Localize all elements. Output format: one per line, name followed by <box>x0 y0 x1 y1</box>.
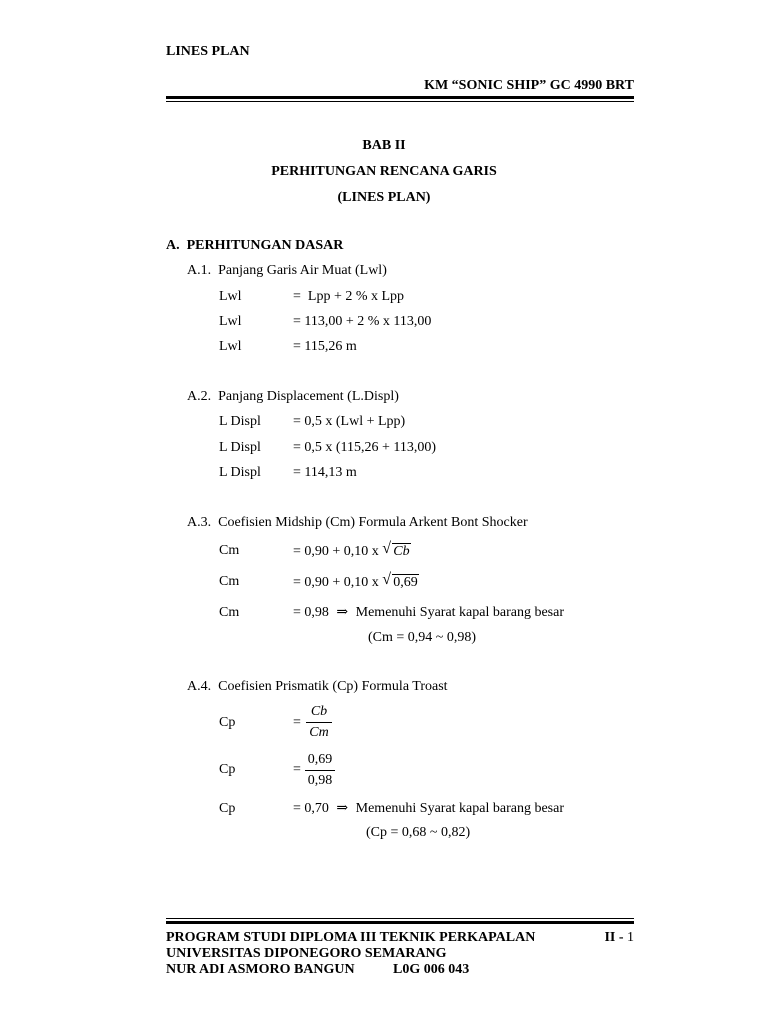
fraction-bar <box>306 722 332 723</box>
footer-nim: L0G 006 043 <box>393 962 470 977</box>
header-right-title: KM “SONIC SHIP” GC 4990 BRT <box>424 78 634 93</box>
a2-title: A.2. Panjang Displacement (L.Displ) <box>187 389 399 404</box>
a4-range: (Cp = 0,68 ~ 0,82) <box>366 825 471 840</box>
a3-row2-prefix: = 0,90 + 0,10 x <box>293 575 379 590</box>
a4-row1-label: Cp <box>219 715 236 730</box>
footer-program: PROGRAM STUDI DIPLOMA III TEKNIK PERKAPALAN <box>166 930 536 945</box>
a4-row3-result <box>293 801 564 817</box>
a4-row1-denominator: Cm <box>309 725 329 740</box>
a4-row2-fraction <box>305 752 335 789</box>
a1-row2-label: Lwl <box>219 314 242 329</box>
chapter-subtitle: (LINES PLAN) <box>337 190 431 205</box>
a3-row2-radicand: 0,69 <box>393 575 418 590</box>
a2-row2-label: L Displ <box>219 440 261 455</box>
a1-title: A.1. Panjang Garis Air Muat (Lwl) <box>187 263 387 278</box>
a4-row1-numerator: Cb <box>310 704 328 719</box>
fraction-bar <box>305 770 335 771</box>
a4-row2-eq: = <box>293 762 301 777</box>
a1-row1-value: = Lpp + 2 % x Lpp <box>293 289 405 304</box>
chapter-title: PERHITUNGAN RENCANA GARIS <box>271 164 497 179</box>
square-root-icon: √ 0,69 <box>382 571 418 590</box>
a3-row3-value: = 0,98 <box>293 605 329 620</box>
a1-row3-label: Lwl <box>219 339 242 354</box>
header-rule-thin <box>166 101 634 102</box>
header-rule-thick <box>166 96 634 99</box>
a4-row3-note: Memenuhi Syarat kapal barang besar <box>355 801 565 816</box>
square-root-icon: √ Cb <box>382 540 410 559</box>
a3-row2-label: Cm <box>219 574 240 589</box>
a2-row1-value: = 0,5 x (Lwl + Lpp) <box>293 414 406 429</box>
a4-row2-numerator: 0,69 <box>307 752 333 767</box>
footer-page-indicator <box>604 930 634 946</box>
a3-row3-label: Cm <box>219 605 240 620</box>
a4-row3-label: Cp <box>219 801 236 816</box>
a4-row3-value: = 0,70 <box>293 801 329 816</box>
a2-row3-label: L Displ <box>219 465 261 480</box>
a4-row1-eq: = <box>293 715 301 730</box>
a1-row3-value: = 115,26 m <box>293 339 357 354</box>
a1-row2-value: = 113,00 + 2 % x 113,00 <box>293 314 432 329</box>
a4-title: A.4. Coefisien Prismatik (Cp) Formula Troast <box>187 679 448 694</box>
a3-row3-result <box>293 605 564 621</box>
chapter-bab: BAB II <box>362 138 406 153</box>
footer-rule-thin <box>166 918 634 919</box>
a3-row2-formula <box>293 571 419 591</box>
a2-row1-label: L Displ <box>219 414 261 429</box>
footer-author: NUR ADI ASMORO BANGUN <box>166 962 355 977</box>
a2-row2-value: = 0,5 x (115,26 + 113,00) <box>293 440 437 455</box>
a4-row2-denominator: 0,98 <box>307 773 333 788</box>
a3-row1-radicand: Cb <box>393 544 410 559</box>
a3-row1-formula <box>293 540 411 560</box>
footer-page-prefix: II - <box>604 930 627 945</box>
a3-row1-label: Cm <box>219 543 240 558</box>
implies-arrow-icon: ⇒ <box>336 801 349 816</box>
a4-row1-fraction <box>306 704 332 741</box>
footer-page-number: 1 <box>627 930 634 945</box>
a3-range: (Cm = 0,94 ~ 0,98) <box>368 630 477 645</box>
section-heading: A. PERHITUNGAN DASAR <box>166 238 344 253</box>
a4-row2-label: Cp <box>219 762 236 777</box>
a3-row1-prefix: = 0,90 + 0,10 x <box>293 544 379 559</box>
a1-row1-label: Lwl <box>219 289 242 304</box>
a2-row3-value: = 114,13 m <box>293 465 357 480</box>
footer-university: UNIVERSITAS DIPONEGORO SEMARANG <box>166 946 447 961</box>
implies-arrow-icon: ⇒ <box>336 605 349 620</box>
header-left-title: LINES PLAN <box>166 44 250 59</box>
footer-rule-thick <box>166 921 634 924</box>
a3-row3-note: Memenuhi Syarat kapal barang besar <box>355 605 565 620</box>
a3-title: A.3. Coefisien Midship (Cm) Formula Arkent Bont Shocker <box>187 515 528 530</box>
